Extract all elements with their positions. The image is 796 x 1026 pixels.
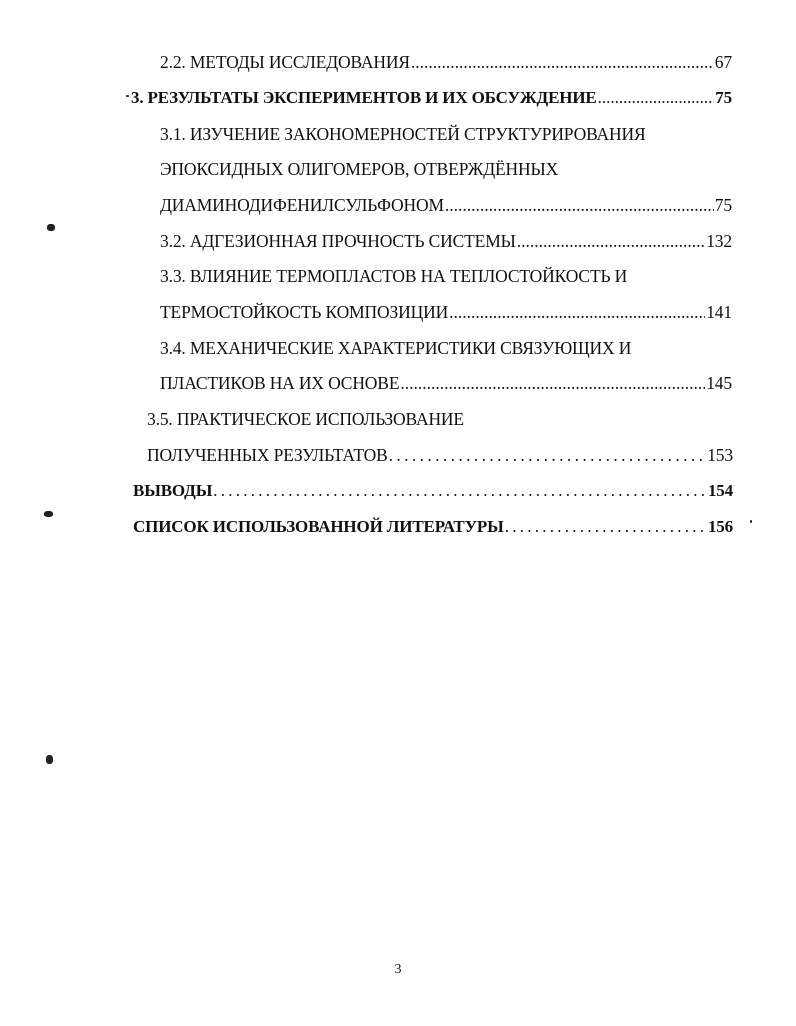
toc-entry-title: 3.3. ВЛИЯНИЕ ТЕРМОПЛАСТОВ НА ТЕПЛОСТОЙКОСТЬ И <box>160 266 628 286</box>
toc-leader-dots <box>400 371 705 395</box>
toc-entry-title: 2.2. МЕТОДЫ ИССЛЕДОВАНИЯ <box>160 52 410 72</box>
toc-entry-3-3-line-1 <box>160 264 732 288</box>
toc-entry-title: 3.5. ПРАКТИЧЕСКОЕ ИСПОЛЬЗОВАНИЕ <box>147 409 464 429</box>
toc-entry-methods <box>160 50 732 74</box>
toc-leader-dots <box>411 50 714 74</box>
toc-entry-title: ЭПОКСИДНЫХ ОЛИГОМЕРОВ, ОТВЕРЖДЁННЫХ <box>160 159 559 179</box>
toc-entry-page: 141 <box>706 302 732 322</box>
toc-entry-3-2 <box>160 229 732 253</box>
scan-speck <box>44 511 53 517</box>
toc-entry-3-1-line-2 <box>160 157 732 181</box>
toc-entry-page: 154 <box>707 481 733 500</box>
toc-leader-dots <box>389 443 707 467</box>
toc-entry-page: 75 <box>715 88 732 107</box>
toc-leader-dots <box>213 479 707 503</box>
toc-entry-title: ПОЛУЧЕННЫХ РЕЗУЛЬТАТОВ <box>147 445 388 465</box>
toc-leader-dots <box>598 86 715 110</box>
toc-entry-page: 145 <box>706 373 732 393</box>
toc-entry-chapter-3 <box>131 86 732 110</box>
toc-entry-3-5-line-2 <box>147 443 733 467</box>
toc-leader-dots <box>449 300 705 324</box>
toc-entry-page: 132 <box>706 231 732 251</box>
scan-speck <box>47 224 55 231</box>
toc-entry-title: 3.1. ИЗУЧЕНИЕ ЗАКОНОМЕРНОСТЕЙ СТРУКТУРИРОВАНИЯ <box>160 124 646 144</box>
toc-entry-3-4-line-1 <box>160 336 732 360</box>
toc-entry-conclusions <box>133 479 733 503</box>
toc-entry-page: 156 <box>707 517 733 536</box>
toc-leader-dots <box>517 229 705 253</box>
toc-entry-3-3-line-2 <box>160 300 732 324</box>
toc-entry-3-4-line-2 <box>160 371 732 395</box>
toc-entry-page: 153 <box>707 445 733 465</box>
toc-entry-page: 75 <box>714 195 732 215</box>
scan-speck <box>46 755 53 764</box>
toc-entry-page: 67 <box>714 52 732 72</box>
toc-entry-title: ДИАМИНОДИФЕНИЛСУЛЬФОНОМ <box>160 195 444 215</box>
toc-entry-3-1-line-1 <box>160 122 732 146</box>
toc-leader-dots <box>505 515 707 539</box>
toc-entry-3-5-line-1 <box>147 407 733 431</box>
toc-leader-dots <box>445 193 714 217</box>
scan-speck <box>126 95 129 97</box>
toc-entry-title: СПИСОК ИСПОЛЬЗОВАННОЙ ЛИТЕРАТУРЫ <box>133 517 504 536</box>
page-number: 3 <box>394 962 402 977</box>
toc-entry-title: 3. РЕЗУЛЬТАТЫ ЭКСПЕРИМЕНТОВ И ИХ ОБСУЖДЕНИЕ <box>131 88 597 107</box>
toc-entry-title: 3.4. МЕХАНИЧЕСКИЕ ХАРАКТЕРИСТИКИ СВЯЗУЮЩИХ И <box>160 338 632 358</box>
toc-entry-references <box>133 515 733 539</box>
toc-entry-3-1-line-3 <box>160 193 732 217</box>
toc-entry-title: ВЫВОДЫ <box>133 481 213 500</box>
toc-entry-title: 3.2. АДГЕЗИОННАЯ ПРОЧНОСТЬ СИСТЕМЫ <box>160 231 516 251</box>
toc-entry-title: ПЛАСТИКОВ НА ИХ ОСНОВЕ <box>160 373 400 393</box>
scan-speck <box>750 520 752 523</box>
toc-entry-title: ТЕРМОСТОЙКОСТЬ КОМПОЗИЦИИ <box>160 302 449 322</box>
